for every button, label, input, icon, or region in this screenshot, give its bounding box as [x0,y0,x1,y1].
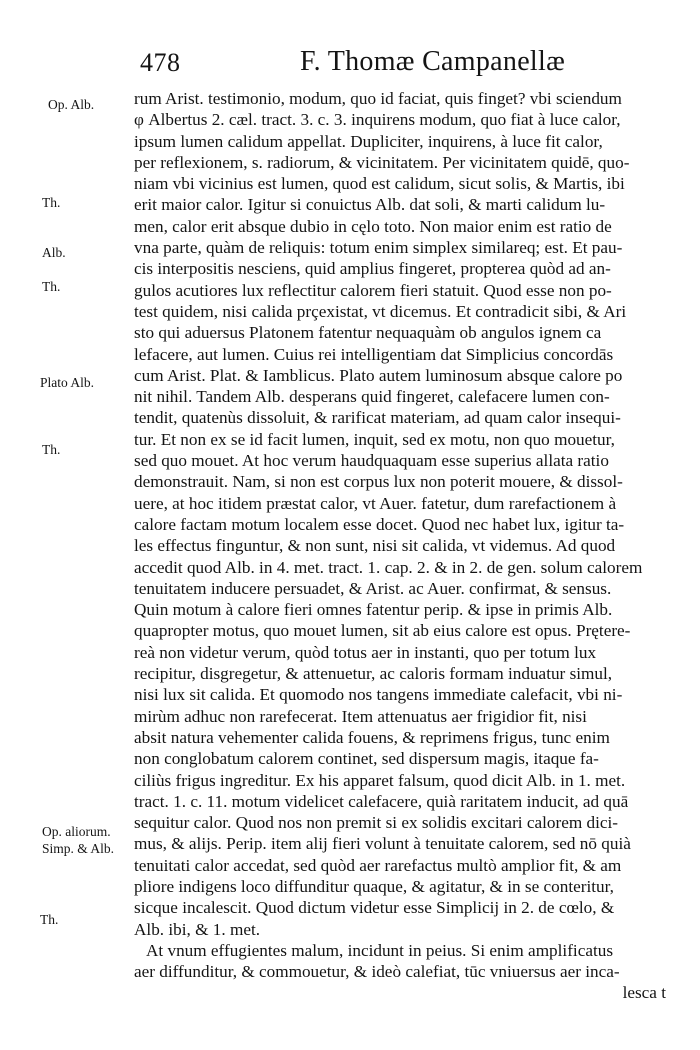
text-line: φ Albertus 2. cæl. tract. 3. c. 3. inquirens modum, quo fiat à luce calor, [134,110,621,130]
text-line: vna parte, quàm de reliquis: totum enim simplex similareq; est. Et pau- [134,238,623,258]
text-line: tendit, quatenùs dissoluit, & rarificat materiam, ad quam calor insequi- [134,408,621,428]
text-line: ipsum lumen calidum appellat. Dupliciter, inquirens, à luce fit calor, [134,131,603,151]
text-line: sicque incalescit. Quod dictum videtur esse Simplicij in 2. de cœlo, & [134,898,615,918]
text-line: sequitur calor. Quod nos non premit si ex solidis excitari calorem dici- [134,813,619,833]
text-line: Quin motum à calore fieri omnes fatentur perip. & ipse in primis Alb. [134,600,613,620]
text-line: gulos acutiores lux reflectitur calorem fieri statuit. Quod esse non po- [134,280,612,300]
text-line: sto qui aduersus Platonem fatentur nequaquàm ob angulos ignem ca [134,323,602,343]
text-line: demonstrauit. Nam, si non est corpus lux non poterit mouere, & dissol- [134,472,623,492]
text-line: aer diffunditur, & commouetur, & ideò calefiat, tūc vniuersus aer inca- [134,962,620,982]
margin-note: Plato Alb. [40,375,95,390]
text-line: recipitur, disgregetur, & attenuetur, ac caloris formam induatur simul, [134,664,613,684]
text-line: reà non videtur verum, quòd totus aer in instanti, quo per totum lux [134,642,597,662]
text-line: At vnum effugientes malum, incidunt in peius. Si enim amplificatus [146,940,614,960]
text-line: mirùm adhuc non rarefecerat. Item attenuatus aer frigidior fit, nisi [134,706,587,726]
text-line: niam vbi vicinius est lumen, quod est calidum, sicut solis, & Martis, ibi [134,174,625,194]
text-line: per reflexionem, s. radiorum, & vicinitatem. Per vicinitatem quidē, quo- [134,152,630,172]
text-line: quapropter motus, quo mouet lumen, sit ab eius calore est opus. Prętere- [134,621,631,641]
text-line: lesca t [622,983,666,1003]
text-line: mus, & alijs. Perip. item alij fieri volunt à tenuitate calorem, sed nō quià [134,834,631,854]
text-line: calore factam motum localem esse docet. Quod nec habet lux, igitur ta- [134,514,625,534]
text-line: men, calor erit absque dubio in cęlo toto. Non maior enim est ratio de [134,216,612,236]
text-line: tract. 1. c. 11. motum videlicet calefacere, quià raritatem inducit, ad quā [134,791,629,811]
text-line: les effectus finguntur, & non sunt, nisi sit calida, vt videmus. Ad quod [134,536,616,556]
text-line: absit natura vehementer calida fouens, & reprimens frigus, tunc enim [134,727,610,747]
text-line: nisi lux sit calida. Et quomodo nos tangens immediate calefacit, vbi ni- [134,685,623,705]
running-title: F. Thomæ Campanellæ [300,46,566,77]
margin-note: Op. aliorum. Simp. & Alb. [42,824,115,856]
text-line: cum Arist. Plat. & Iamblicus. Plato autem luminosum absque calore po [134,365,623,385]
margin-note: Op. Alb. [48,97,95,112]
text-line: cis interpositis nesciens, quid amplius fingeret, propterea quòd ad an- [134,259,611,279]
text-line: nit nihil. Tandem Alb. desperans quid fingeret, calefacere lumen con- [134,387,610,407]
text-line: ciliùs frigus ingreditur. Ex his apparet falsum, quod dicit Alb. in 1. met. [134,770,626,790]
text-line: erit maior calor. Igitur si conuictus Alb. dat soli, & marti calidum lu- [134,195,606,215]
body-text [134,88,670,1004]
margin-note: Th. [42,195,61,210]
text-line: pliore indigens loco diffunditur quaque, & agitatur, & in se conteritur, [134,876,614,896]
text-line: rum Arist. testimonio, modum, quo id faciat, quis finget? vbi sciendum [134,89,622,108]
text-line: tenuitatem inducere persuadet, & Arist. ac Auer. confirmat, & sensus. [134,578,612,598]
text-line: lefacere, aut lumen. Cuius rei intelligentiam dat Simplicius concordās [134,344,614,364]
margin-note: Th. [42,442,61,457]
text-line: sed quo mouet. At hoc verum haudquaquam esse superius allata ratio [134,451,609,471]
text-line: Alb. ibi, & 1. met. [134,919,261,939]
margin-note: Th. [40,912,59,927]
page-number: 478 [140,48,181,77]
text-line: tenuitati calor accedat, sed quòd aer rarefactus multò amplior fit, & am [134,855,622,875]
text-line: tur. Et non ex se id facit lumen, inquit, sed ex motu, non quo mouetur, [134,429,615,449]
text-line: non conglobatum calorem continet, sed dispersum magis, itaque fa- [134,749,599,769]
margin-note: Th. [42,279,61,294]
text-line: accedit quod Alb. in 4. met. tract. 1. cap. 2. & in 2. de gen. solum calorem [134,557,643,577]
text-line: uere, at hoc itidem præstat calor, vt Auer. fatetur, dum rarefactionem à [134,493,617,513]
margin-note: Alb. [42,245,66,260]
text-line: test quidem, nisi calida prçexistat, vt dicemus. Et contradicit sibi, & Ari [134,301,627,321]
margin-notes [0,0,130,1050]
page-header [140,48,660,84]
